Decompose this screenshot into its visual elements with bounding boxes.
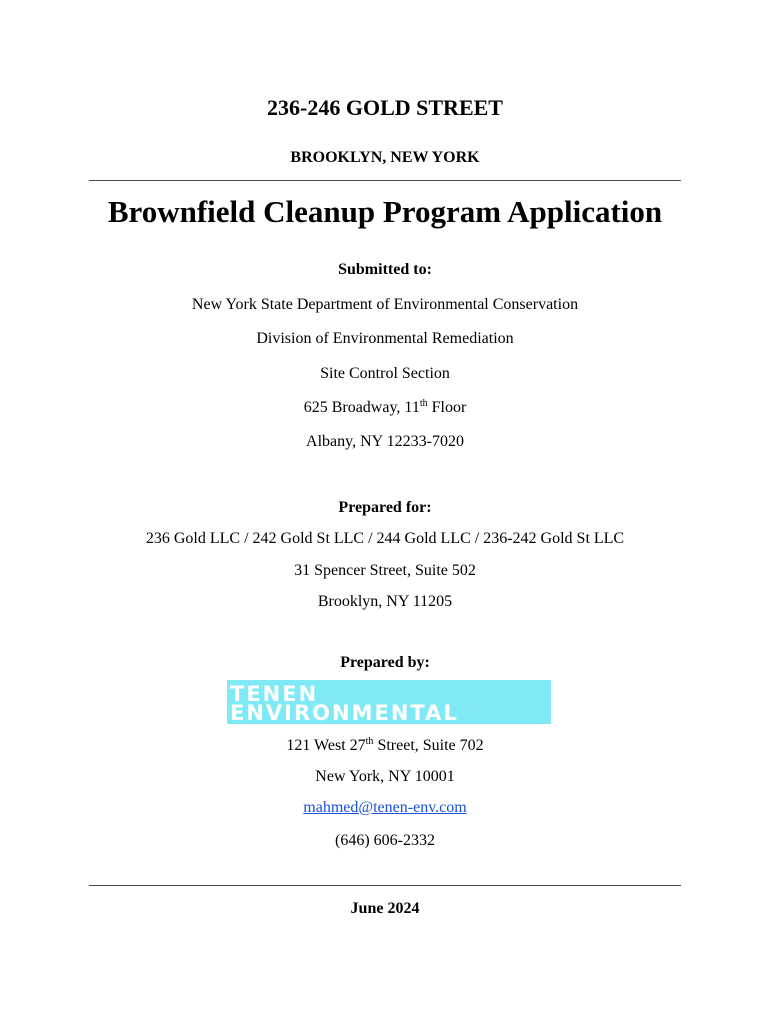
- submitted-to-division: Division of Environmental Remediation: [256, 330, 514, 347]
- bottom-divider: [89, 885, 681, 886]
- prepared-for-heading: Prepared for:: [338, 499, 432, 516]
- street-text-end: Street, Suite 702: [373, 737, 484, 754]
- logo-vironmental: VIRONMENTAL: [265, 701, 459, 724]
- prepared-for-city-zip: Brooklyn, NY 11205: [317, 593, 453, 610]
- site-city: BROOKLYN, NEW YORK: [290, 149, 480, 166]
- prepared-by-heading: Prepared by:: [340, 654, 430, 671]
- submitted-to-city-zip: Albany, NY 12233-7020: [306, 433, 464, 450]
- prepared-by-street: [0, 737, 770, 755]
- logo-en: EN: [230, 701, 266, 724]
- prepared-for-clients: 236 Gold LLC / 242 Gold St LLC / 244 Gold LLC / 236-242 Gold St LLC: [145, 530, 625, 547]
- top-divider: [89, 180, 681, 181]
- submitted-to-heading: Submitted to:: [338, 261, 432, 278]
- street-text: 121 West 27: [286, 737, 366, 754]
- logo-line-1: TENEN: [230, 682, 319, 706]
- site-address-title: 236-246 GOLD STREET: [267, 95, 503, 120]
- submitted-to-org: New York State Department of Environmental Conservation: [191, 296, 579, 313]
- document-date: June 2024: [350, 900, 420, 917]
- street-text: 625 Broadway, 11: [303, 399, 420, 416]
- street-text-end: Floor: [427, 399, 467, 416]
- prepared-by-city-zip: New York, NY 10001: [315, 768, 455, 785]
- contact-phone: (646) 606-2332: [335, 832, 435, 849]
- submitted-to-section: Site Control Section: [320, 365, 450, 382]
- contact-email-link[interactable]: mahmed@tenen-env.com: [303, 799, 467, 816]
- submitted-to-street: [0, 399, 770, 417]
- tenen-environmental-logo: [227, 680, 551, 724]
- ordinal-suffix: th: [419, 398, 428, 409]
- contact-email-row: [0, 799, 770, 817]
- document-title: Brownfield Cleanup Program Application: [107, 194, 663, 229]
- ordinal-suffix: th: [365, 736, 374, 747]
- logo-line-2: [230, 701, 459, 724]
- prepared-for-street: 31 Spencer Street, Suite 502: [294, 562, 476, 579]
